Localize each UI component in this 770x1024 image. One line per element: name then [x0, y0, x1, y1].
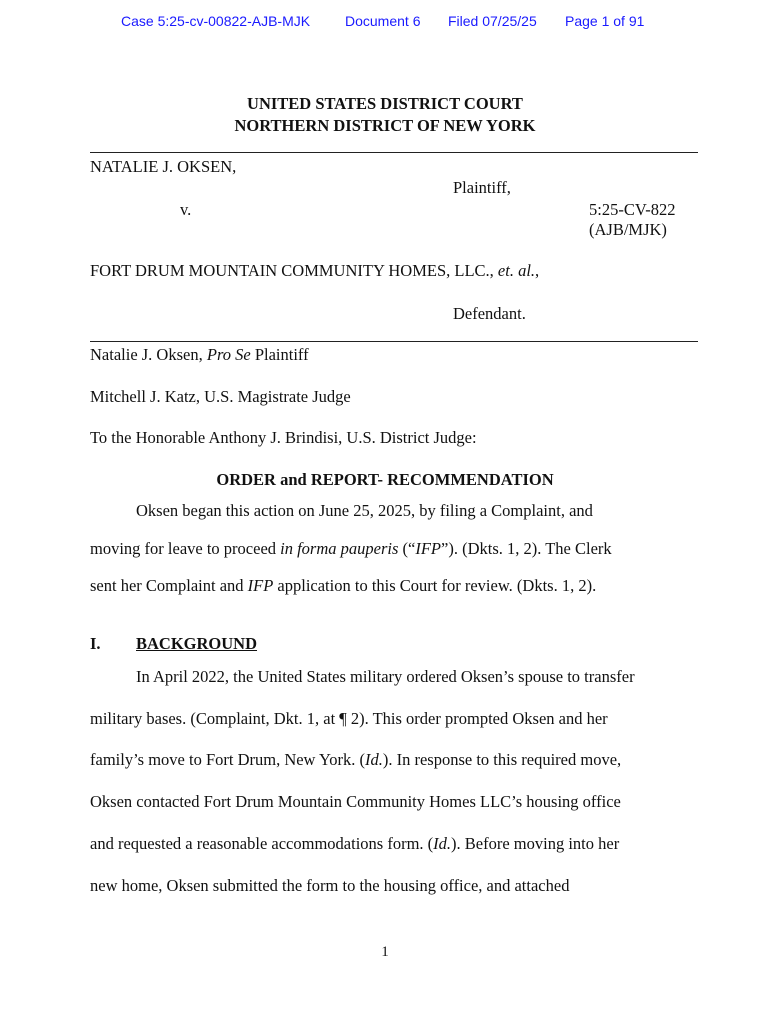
caption-bottom-rule	[90, 341, 698, 342]
background-line-5: and requested a reasonable accommodations form. (Id.). Before moving into her	[90, 834, 620, 853]
et-al: et. al.	[497, 261, 536, 280]
plaintiff-role: Plaintiff,	[453, 178, 511, 197]
background-line-3: family’s move to Fort Drum, New York. (Id.). In response to this required move,	[90, 750, 622, 769]
background-line-6: new home, Oksen submitted the form to the housing office, and attached	[90, 876, 570, 895]
versus: v.	[180, 200, 192, 219]
intro-line-1: Oksen began this action on June 25, 2025, by filing a Complaint, and	[136, 501, 593, 520]
plaintiff-appearance: Natalie J. Oksen, Pro Se Plaintiff	[90, 345, 309, 364]
background-line-2: military bases. (Complaint, Dkt. 1, at ¶ 2). This order prompted Oksen and her	[90, 709, 608, 728]
ecf-page-count: Page 1 of 91	[565, 13, 645, 29]
intro-line-2: moving for leave to proceed in forma pauperis (“IFP”). (Dkts. 1, 2). The Clerk	[90, 539, 612, 558]
defendant-name: FORT DRUM MOUNTAIN COMMUNITY HOMES, LLC., et. al.,	[90, 261, 540, 280]
background-line-4: Oksen contacted Fort Drum Mountain Community Homes LLC’s housing office	[90, 792, 621, 811]
judge-initials: (AJB/MJK)	[589, 220, 667, 239]
ecf-case-number: Case 5:25-cv-00822-AJB-MJK	[121, 13, 311, 29]
order-title: ORDER and REPORT- RECOMMENDATION	[216, 470, 554, 489]
section-heading: BACKGROUND	[136, 634, 258, 653]
defendant-role: Defendant.	[453, 304, 526, 323]
intro-line-3: sent her Complaint and IFP application to this Court for review. (Dkts. 1, 2).	[90, 576, 597, 595]
case-number: 5:25-CV-822	[589, 200, 676, 219]
magistrate-judge: Mitchell J. Katz, U.S. Magistrate Judge	[90, 387, 351, 406]
plaintiff-name: NATALIE J. OKSEN,	[90, 157, 237, 176]
section-number: I.	[90, 634, 101, 653]
court-district: NORTHERN DISTRICT OF NEW YORK	[234, 116, 536, 135]
ecf-document-number: Document 6	[345, 13, 421, 29]
ecf-filed-date: Filed 07/25/25	[448, 13, 537, 29]
court-name: UNITED STATES DISTRICT COURT	[247, 94, 523, 113]
ecf-header	[0, 13, 770, 35]
caption-top-rule	[90, 152, 698, 153]
addressee: To the Honorable Anthony J. Brindisi, U.S. District Judge:	[90, 428, 477, 447]
background-line-1: In April 2022, the United States military ordered Oksen’s spouse to transfer	[136, 667, 635, 686]
page-number: 1	[381, 944, 389, 960]
